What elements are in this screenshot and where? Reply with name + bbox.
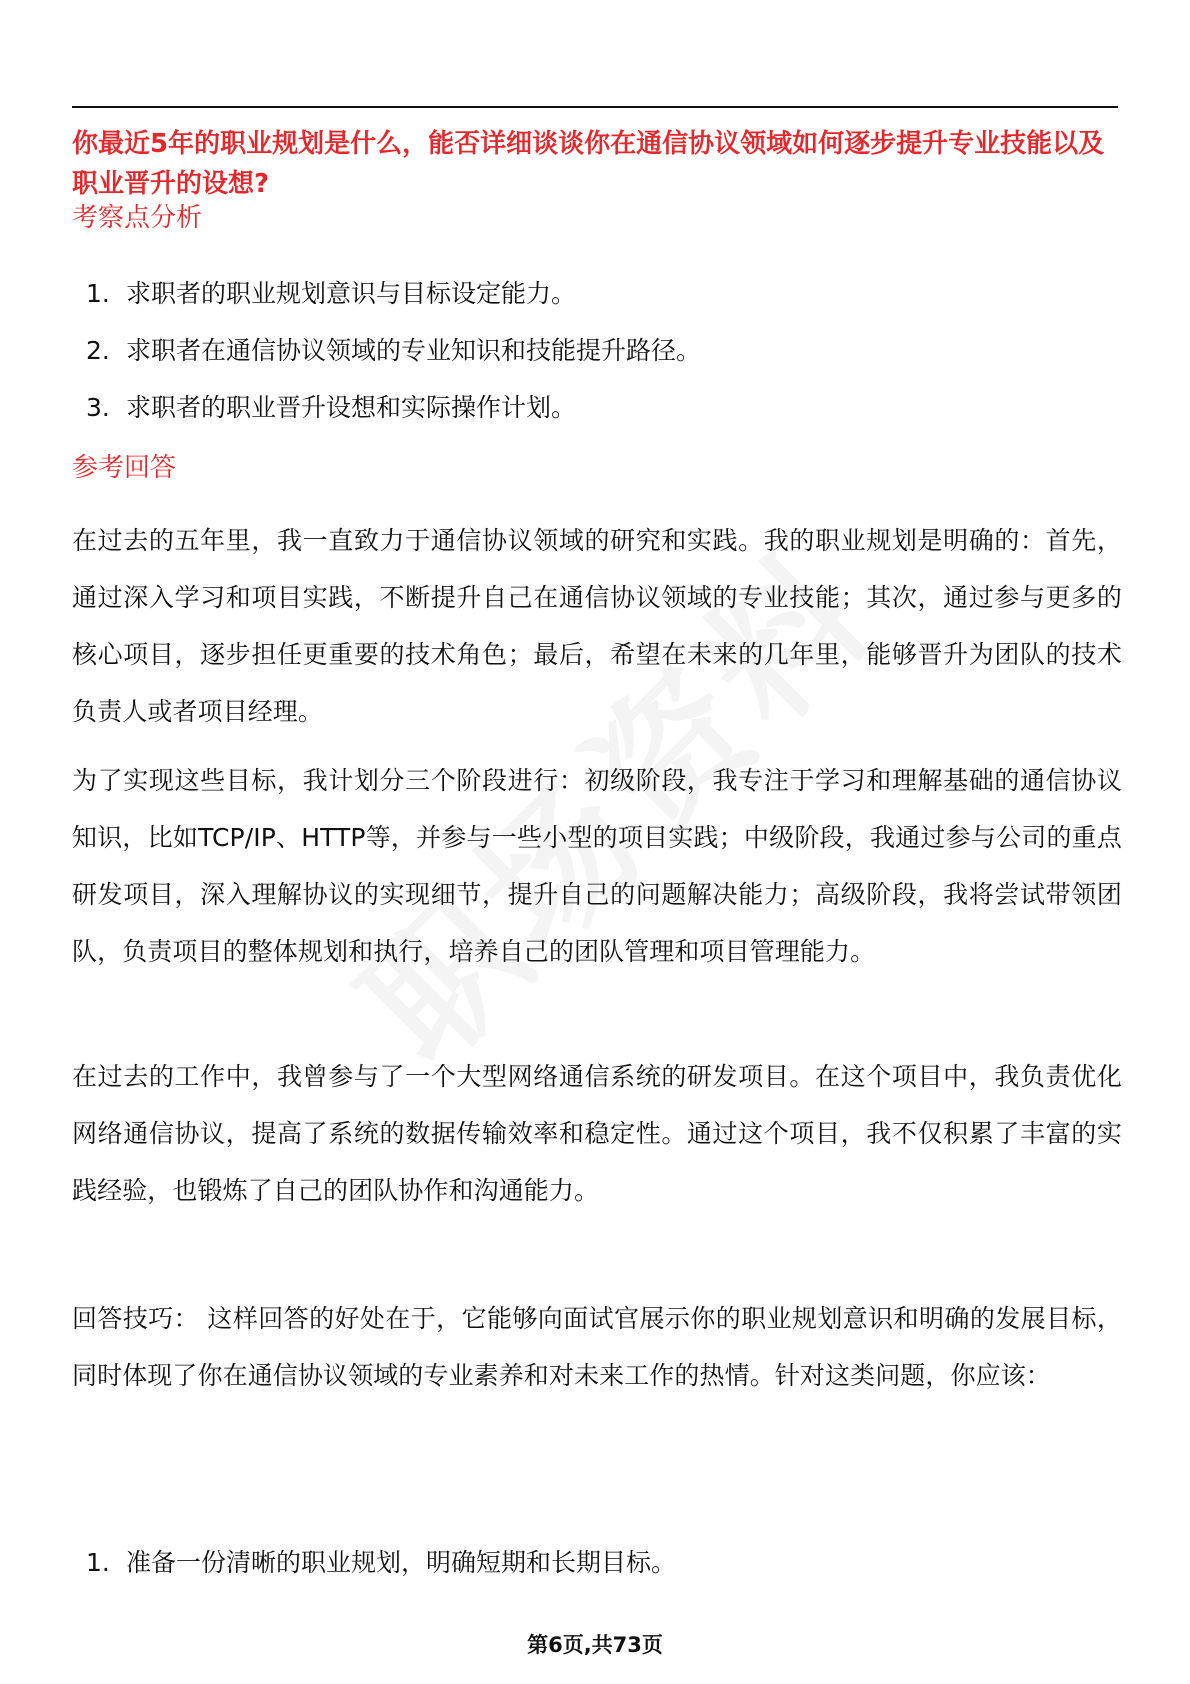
list-item-text: 求职者的职业规划意识与目标设定能力。 xyxy=(126,279,577,308)
list-item xyxy=(72,322,1118,379)
tips-paragraph: 回答技巧： 这样回答的好处在于，它能够向面试官展示你的职业规划意识和明确的发展目标，同时体现了你在通信协议领域的专业素养和对未来工作的热情。针对这类问题，你应该： xyxy=(72,1304,1122,1390)
list-item-text: 求职者的职业晋升设想和实际操作计划。 xyxy=(126,393,577,422)
answer-paragraph: 在过去的五年里，我一直致力于通信协议领域的研究和实践。我的职业规划是明确的：首先，通过深入学习和项目实践，不断提升自己在通信协议领域的专业技能；其次，通过参与更多的核心项目，逐步担任更重要的技术角色；最后，希望在未来的几年里，能够晋升为团队的技术负责人或者项目经理。 xyxy=(72,526,1122,726)
top-divider xyxy=(72,106,1118,108)
list-item-number: 3. xyxy=(86,393,110,422)
answer-title: 参考回答 xyxy=(72,453,177,483)
list-item-number: 1. xyxy=(86,1548,110,1577)
answer-paragraph: 为了实现这些目标，我计划分三个阶段进行：初级阶段，我专注于学习和理解基础的通信协议知识，比如TCP/IP、HTTP等，并参与一些小型的项目实践；中级阶段，我通过参与公司的重点研发项目，深入理解协议的实现细节，提升自己的问题解决能力；高级阶段，我将尝试带领团队，负责项目的整体规划和执行，培养自己的团队管理和项目管理能力。 xyxy=(72,766,1122,966)
page-number-footer: 第6页,共73页 xyxy=(527,1633,663,1657)
analysis-list xyxy=(72,265,1118,436)
tips-list xyxy=(72,1534,1118,1591)
answer-paragraph: 在过去的工作中，我曾参与了一个大型网络通信系统的研发项目。在这个项目中，我负责优化网络通信协议，提高了系统的数据传输效率和稳定性。通过这个项目，我不仅积累了丰富的实践经验，也锻炼了自己的团队协作和沟通能力。 xyxy=(72,1062,1122,1205)
list-item-number: 1. xyxy=(86,279,110,308)
analysis-title: 考察点分析 xyxy=(72,203,203,233)
question-heading: 你最近5年的职业规划是什么，能否详细谈谈你在通信协议领域如何逐步提升专业技能以及职业晋升的设想? xyxy=(72,129,1105,199)
list-item-text: 准备一份清晰的职业规划，明确短期和长期目标。 xyxy=(126,1548,677,1577)
list-item-text: 求职者在通信协议领域的专业知识和技能提升路径。 xyxy=(126,336,702,365)
list-item-number: 2. xyxy=(86,336,110,365)
list-item xyxy=(72,1534,1118,1591)
list-item xyxy=(72,265,1118,322)
list-item xyxy=(72,379,1118,436)
